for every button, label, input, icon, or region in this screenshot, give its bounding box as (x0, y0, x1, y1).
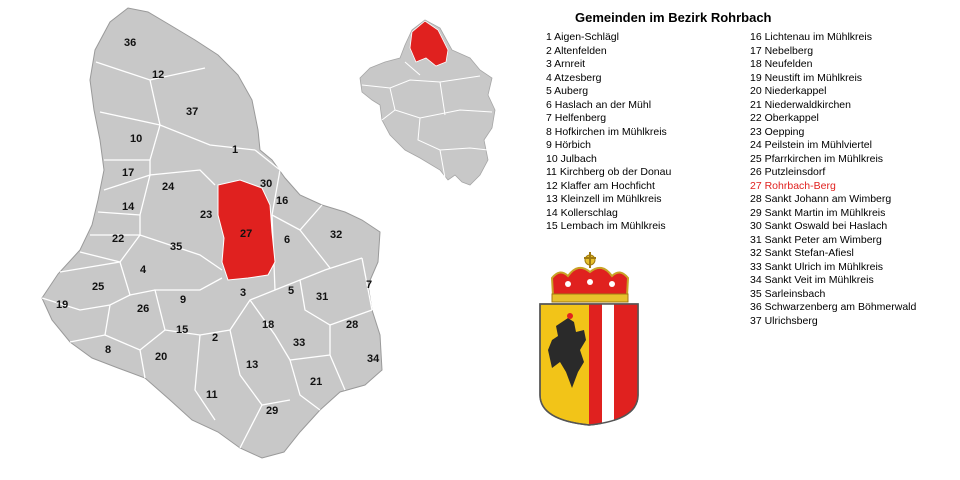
list-item: 16 Lichtenau im Mühlkreis (750, 31, 872, 43)
map-label: 15 (176, 324, 189, 336)
list-item: 17 Nebelberg (750, 44, 814, 57)
list-item: 21 Niederwaldkirchen (750, 98, 851, 111)
map-label: 17 (122, 167, 135, 179)
list-item: 11 Kirchberg ob der Donau (546, 166, 672, 178)
list-item: 14 Kollerschlag (546, 206, 618, 219)
list-item: 26 Putzleinsdorf (750, 166, 826, 178)
map-label: 28 (346, 319, 359, 331)
list-item: 37 Ulrichsberg (750, 314, 818, 327)
list-item: 9 Hörbich (546, 139, 591, 151)
list-item: 3 Arnreit (546, 58, 586, 70)
map-label: 19 (56, 299, 69, 311)
list-item: 32 Sankt Stefan-Afiesl (750, 247, 854, 259)
map-label: 10 (130, 133, 143, 145)
list-item: 1 Aigen-Schlägl (546, 31, 619, 43)
list-item: 8 Hofkirchen im Mühlkreis (546, 125, 667, 138)
map-label: 20 (155, 351, 168, 363)
map-label: 22 (112, 233, 125, 245)
map-label: 34 (367, 353, 380, 365)
map-label: 12 (152, 69, 165, 81)
map-label: 3 (240, 287, 247, 299)
list-item: 33 Sankt Ulrich im Mühlkreis (750, 260, 884, 273)
map-title: Gemeinden im Bezirk Rohrbach (575, 10, 772, 25)
list-item: 6 Haslach an der Mühl (546, 98, 652, 111)
list-item: 22 Oberkappel (750, 112, 819, 124)
municipality-list-right (750, 31, 916, 328)
map-label: 4 (140, 264, 147, 276)
map-label: 36 (124, 37, 137, 49)
municipality-list-left (546, 31, 671, 234)
map-label: 24 (162, 181, 175, 193)
map-label: 14 (122, 201, 135, 213)
list-item: 4 Atzesberg (546, 71, 602, 84)
map-label: 29 (266, 405, 279, 417)
list-item: 24 Peilstein im Mühlviertel (750, 139, 872, 151)
list-item: 7 Helfenberg (546, 112, 607, 124)
list-item: 15 Lembach im Mühlkreis (546, 220, 666, 232)
map-label: 33 (293, 337, 306, 349)
map-label: 2 (212, 332, 219, 344)
list-item: 29 Sankt Martin im Mühlkreis (750, 206, 886, 219)
map-label: 11 (206, 389, 218, 401)
list-item: 20 Niederkappel (750, 85, 827, 97)
map-label: 32 (330, 229, 343, 241)
map-label: 37 (186, 106, 199, 118)
map-label: 18 (262, 319, 275, 331)
list-item-highlighted: 27 Rohrbach-Berg (750, 179, 836, 192)
map-label: 16 (276, 195, 289, 207)
map-label: 30 (260, 178, 273, 190)
map-label: 31 (316, 291, 329, 303)
map-label: 9 (180, 294, 187, 306)
map-label: 5 (288, 285, 295, 297)
list-item: 5 Auberg (546, 85, 589, 97)
list-item: 23 Oepping (750, 125, 805, 138)
oberoesterreich-coat-of-arms-icon (540, 252, 638, 425)
map-label: 23 (200, 209, 213, 221)
map-label: 27 (240, 228, 253, 240)
list-item: 2 Altenfelden (546, 44, 607, 57)
list-item: 19 Neustift im Mühlkreis (750, 71, 863, 84)
list-item: 36 Schwarzenberg am Böhmerwald (750, 301, 917, 313)
map-label: 6 (284, 234, 291, 246)
list-item: 30 Sankt Oswald bei Haslach (750, 220, 888, 232)
list-item: 31 Sankt Peter am Wimberg (750, 233, 882, 246)
list-item: 34 Sankt Veit im Mühlkreis (750, 274, 874, 286)
list-item: 28 Sankt Johann am Wimberg (750, 193, 892, 205)
map-label: 26 (137, 303, 150, 315)
map-label: 21 (310, 376, 323, 388)
map-label: 1 (232, 144, 239, 156)
map-label: 13 (246, 359, 259, 371)
list-item: 12 Klaffer am Hochficht (546, 179, 655, 192)
list-item: 10 Julbach (546, 152, 597, 165)
list-item: 13 Kleinzell im Mühlkreis (546, 193, 662, 205)
map-label: 7 (366, 279, 373, 291)
list-item: 35 Sarleinsbach (750, 287, 826, 300)
list-item: 18 Neufelden (750, 58, 813, 70)
map-label: 25 (92, 281, 105, 293)
map-label: 35 (170, 241, 183, 253)
map-label: 8 (105, 344, 112, 356)
list-item: 25 Pfarrkirchen im Mühlkreis (750, 152, 884, 165)
